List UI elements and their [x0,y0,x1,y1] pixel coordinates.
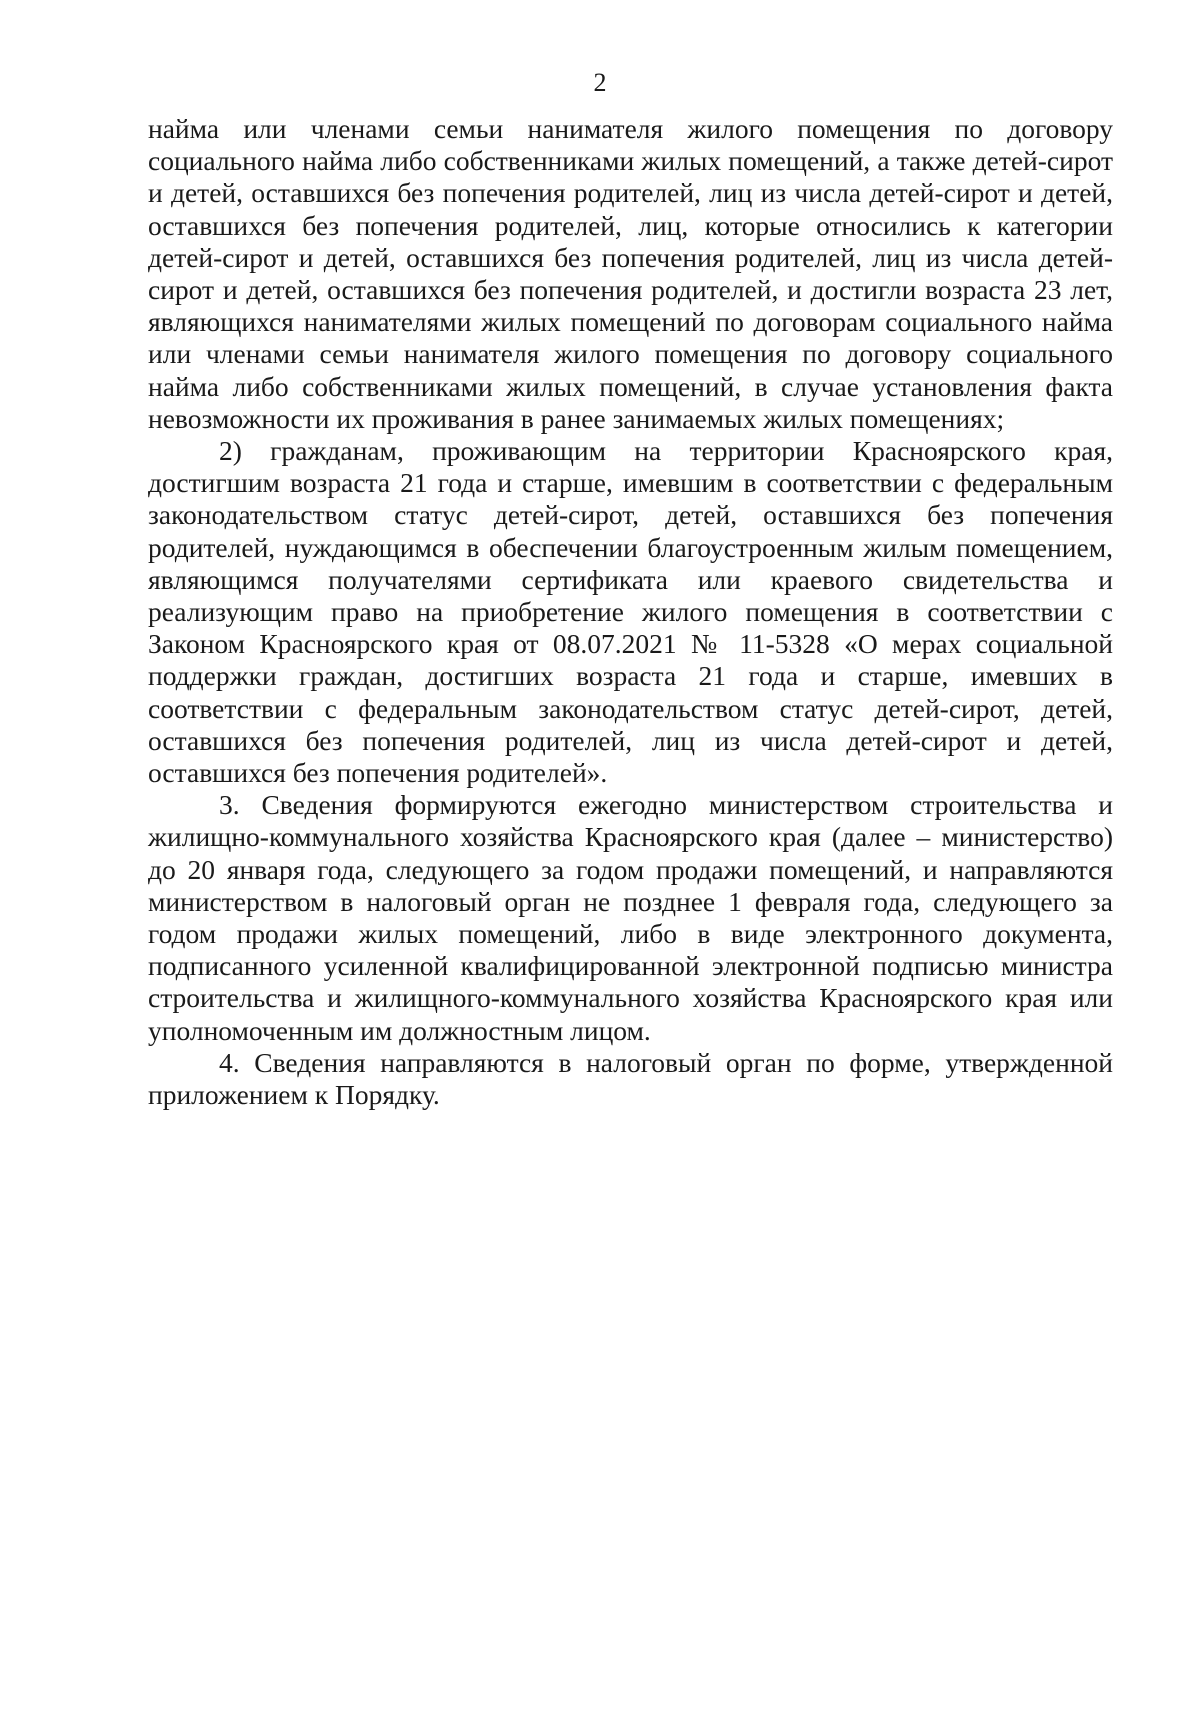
paragraph-item-2: 2) гражданам, проживающим на территории Красноярского края, достигшим возраста 21 года и старше, имевшим в соответствии с федеральным законодательством статус детей-сирот, детей, оставшихся без попечения родителей, нуждающимся в обеспечении благоустроенным жилым помещением, являющимся получателями сертификата или краевого свидетельства и реализующим право на приобретение жилого помещения в соответствии с Законом Красноярского края от 08.07.2021 № 11-5328 «О мерах социальной поддержки граждан, достигших возраста 21 года и старше, имевших в соответствии с федеральным законодательством статус детей-сирот, детей, оставшихся без попечения родителей, лиц из числа детей-сирот и детей, оставшихся без попечения родителей». [148,435,1113,789]
paragraph-clause-3: 3. Сведения формируются ежегодно министерством строительства и жилищно-коммунального хозяйства Красноярского края (далее – министерство) до 20 января года, следующего за годом продажи помещений, и направляются министерством в налоговый орган не позднее 1 февраля года, следующего за годом продажи жилых помещений, либо в виде электронного документа, подписанного усиленной квалифицированной электронной подписью министра строительства и жилищного-коммунального хозяйства Красноярского края или уполномоченным им должностным лицом. [148,789,1113,1046]
paragraph-continuation: найма или членами семьи нанимателя жилого помещения по договору социального найма либо собственниками жилых помещений, а также детей-сирот и детей, оставшихся без попечения родителей, лиц из числа детей-сирот и детей, оставшихся без попечения родителей, лиц, которые относились к категории детей-сирот и детей, оставшихся без попечения родителей, лиц из числа детей-сирот и детей, оставшихся без попечения родителей, и достигли возраста 23 лет, являющихся нанимателями жилых помещений по договорам социального найма или членами семьи нанимателя жилого помещения по договору социального найма либо собственниками жилых помещений, в случае установления факта невозможности их проживания в ранее занимаемых жилых помещениях; [148,113,1113,434]
document-body [148,113,1113,1111]
paragraph-clause-4: 4. Сведения направляются в налоговый орган по форме, утвержденной приложением к Порядку. [148,1046,1113,1111]
page-number: 2 [593,68,607,97]
